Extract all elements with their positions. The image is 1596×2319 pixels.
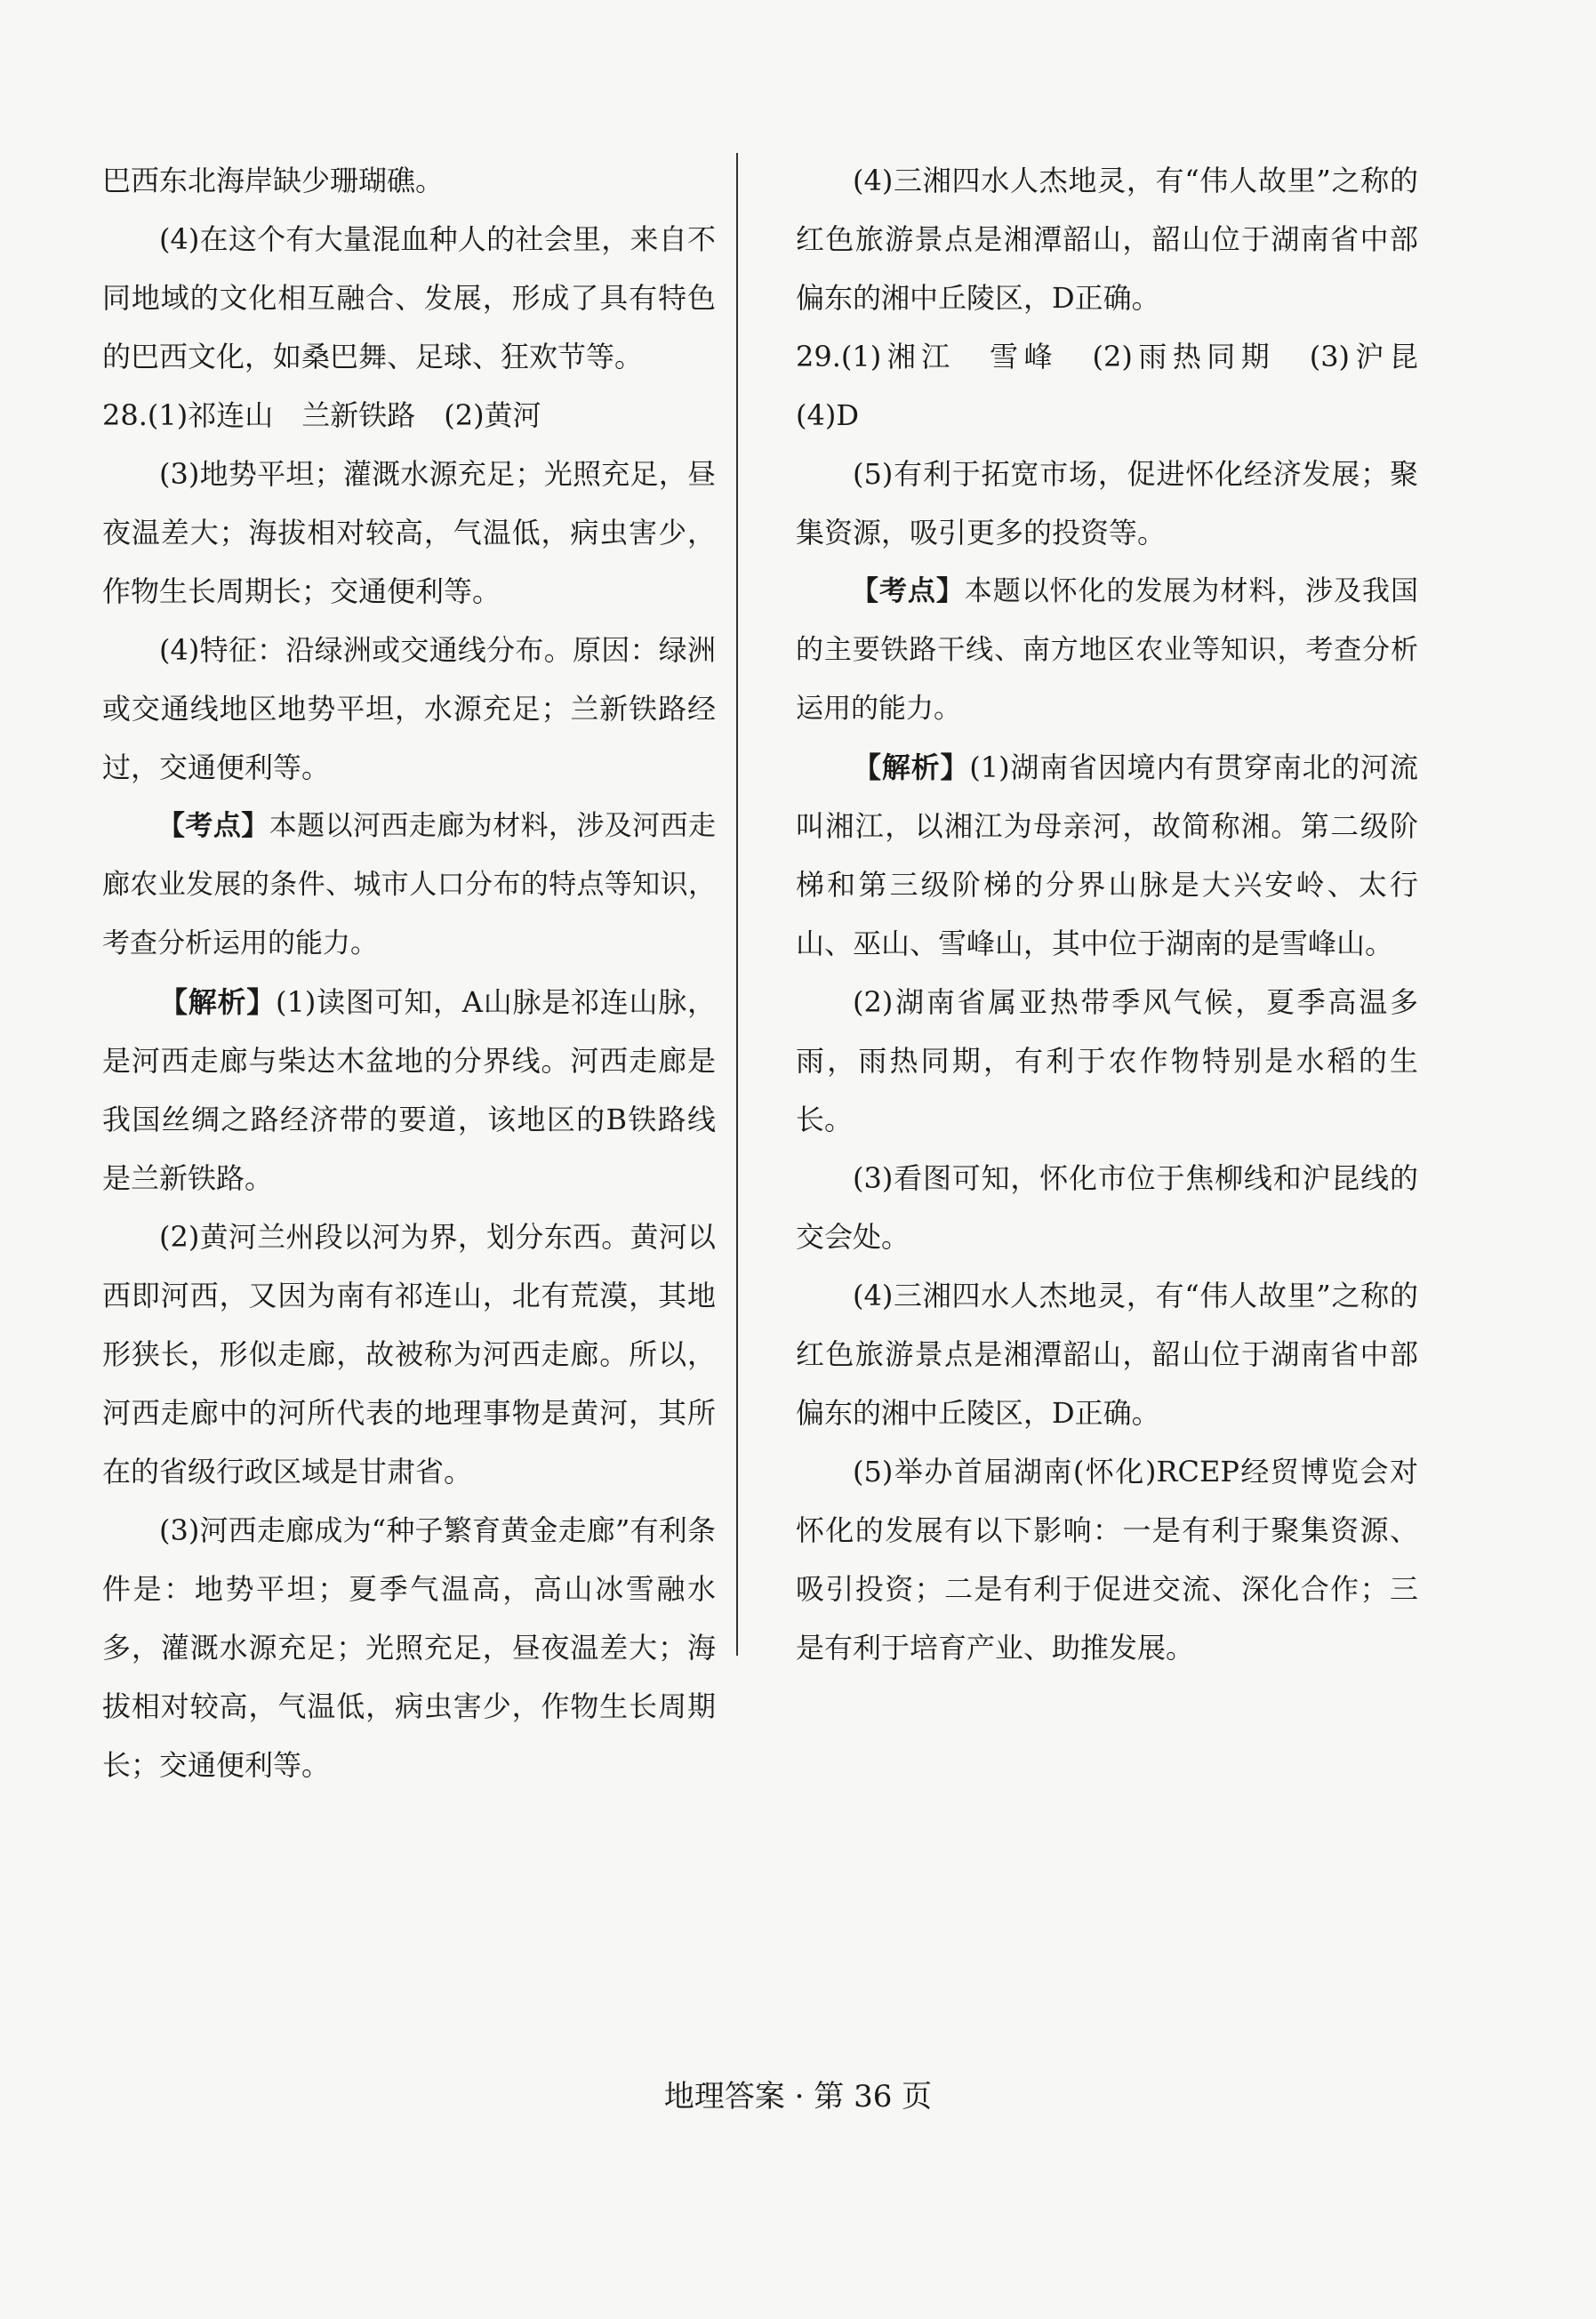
q29-answers: 29.(1)湘江 雪峰 (2)雨热同期 (3)沪昆 (4)D bbox=[796, 340, 1448, 432]
q28-answers: 28.(1)祁连山 兰新铁路 (2)黄河 bbox=[102, 398, 541, 432]
q28-jiexi-2: (2)黄河兰州段以河为界，划分东西。黄河以西即河西，又因为南有祁连山，北有荒漠，其地形狭长，形似走廊，故被称为河西走廊。所以，河西走廊中的河所代表的地理事物是黄河，其所在的省级行政区域是甘肃省。 bbox=[102, 1220, 716, 1488]
q29-jiexi-2: (2)湖南省属亚热带季风气候，夏季高温多雨，雨热同期，有利于农作物特别是水稻的生长。 bbox=[796, 985, 1418, 1136]
q29-jiexi-5: (5)举办首届湖南(怀化)RCEP经贸博览会对怀化的发展有以下影响：一是有利于聚集资源、吸引投资；二是有利于促进交流、深化合作；三是有利于培育产业、助推发展。 bbox=[796, 1455, 1418, 1665]
q28-jiexi-3: (3)河西走廊成为“种子繁育黄金走廊”有利条件是：地势平坦；夏季气温高，高山冰雪融水多，灌溉水源充足；光照充足，昼夜温差大；海拔相对较高，气温低，病虫害少，作物生长周期长；交通便利等。 bbox=[102, 1513, 716, 1782]
jiexi-label: 【解析】 bbox=[159, 985, 277, 1019]
column-divider bbox=[736, 153, 738, 1656]
q29-kaodian bbox=[796, 562, 1418, 738]
brazil-answer-4: (4)在这个有大量混血种人的社会里，来自不同地域的文化相互融合、发展，形成了具有特色的巴西文化，如桑巴舞、足球、狂欢节等。 bbox=[102, 222, 716, 373]
kaodian-text: 本题以怀化的发展为材料，涉及我国的主要铁路干线、南方地区农业等知识，考查分析运用的能力。 bbox=[796, 575, 1419, 725]
kaodian-text: 本题以河西走廊为材料，涉及河西走廊农业发展的条件、城市人口分布的特点等知识，考查分析运用的能力。 bbox=[102, 810, 717, 959]
right-column bbox=[796, 151, 1448, 1677]
q29-jiexi-3: (3)看图可知，怀化市位于焦柳线和沪昆线的交会处。 bbox=[796, 1161, 1418, 1254]
q28-jiexi-1 bbox=[102, 973, 716, 1208]
q28-answer-4: (4)特征：沿绿洲或交通线分布。原因：绿洲或交通线地区地势平坦，水源充足；兰新铁路经过，交通便利等。 bbox=[102, 633, 716, 784]
left-column bbox=[102, 151, 716, 1794]
jiexi-label: 【解析】 bbox=[853, 750, 970, 784]
q29-jiexi-1 bbox=[796, 738, 1418, 973]
brazil-answer-end: 巴西东北海岸缺少珊瑚礁。 bbox=[102, 164, 445, 197]
kaodian-label: 【考点】 bbox=[157, 810, 269, 842]
q28-jiexi-4: (4)三湘四水人杰地灵，有“伟人故里”之称的红色旅游景点是湘潭韶山，韶山位于湖南省中部偏东的湘中丘陵区，D正确。 bbox=[796, 164, 1418, 315]
jiexi-text: (1)湖南省因境内有贯穿南北的河流叫湘江，以湘江为母亲河，故简称湘。第二级阶梯和第三级阶梯的分界山脉是大兴安岭、太行山、巫山、雪峰山，其中位于湖南的是雪峰山。 bbox=[796, 750, 1418, 960]
q29-answer-5: (5)有利于拓宽市场，促进怀化经济发展；聚集资源，吸引更多的投资等。 bbox=[796, 457, 1418, 550]
q28-answer-3: (3)地势平坦；灌溉水源充足；光照充足，昼夜温差大；海拔相对较高，气温低，病虫害少，作物生长周期长；交通便利等。 bbox=[102, 457, 716, 608]
page-footer: 地理答案 · 第 36 页 bbox=[663, 2079, 933, 2114]
kaodian-label: 【考点】 bbox=[851, 575, 965, 607]
jiexi-text: (1)读图可知，A山脉是祁连山脉，是河西走廊与柴达木盆地的分界线。河西走廊是我国丝绸之路经济带的要道，该地区的B铁路线是兰新铁路。 bbox=[102, 985, 716, 1195]
q29-jiexi-4: (4)三湘四水人杰地灵，有“伟人故里”之称的红色旅游景点是湘潭韶山，韶山位于湖南省中部偏东的湘中丘陵区，D正确。 bbox=[796, 1279, 1418, 1430]
q28-kaodian bbox=[102, 797, 716, 973]
